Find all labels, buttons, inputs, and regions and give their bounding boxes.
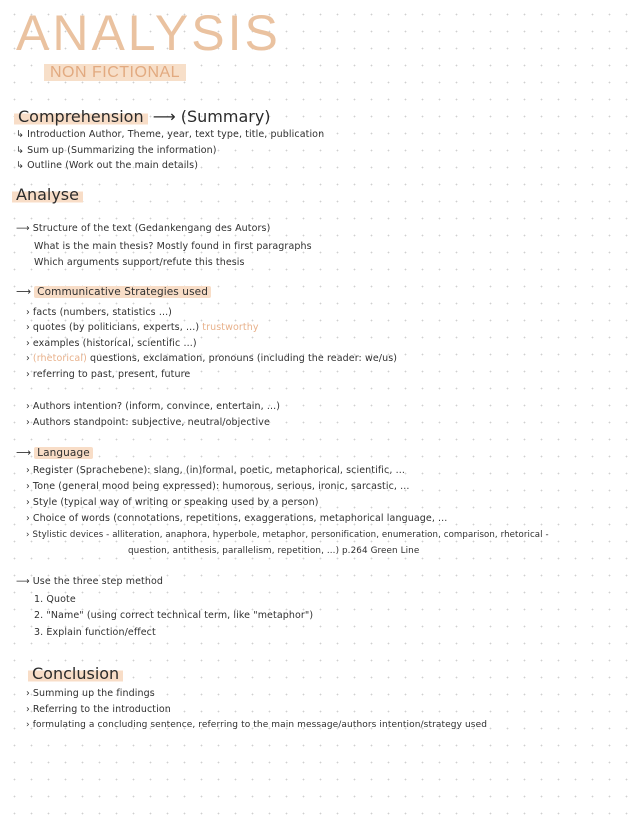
list-item: › Stylistic devices - alliteration, anaphora, hyperbole, metaphor, personification, enumeration, comparison, rhetorical -: [26, 530, 549, 540]
chevron-right-icon: ›: [26, 720, 30, 730]
page-title: ANALYSIS: [16, 5, 281, 61]
comprehension-summary: (Summary): [180, 107, 271, 126]
comprehension-heading-row: [14, 108, 271, 126]
arrow-right-icon: ⟶: [16, 223, 30, 234]
chevron-right-icon: ›: [26, 369, 30, 380]
list-item: 1. Quote: [34, 594, 76, 605]
list-item: › Register (Sprachebene): slang, (in)formal, poetic, metaphorical, scientific, ...: [26, 465, 405, 476]
list-item: › Style (typical way of writing or speaking used by a person): [26, 497, 319, 508]
chevron-right-icon: ›: [26, 307, 30, 318]
rhetorical-note: (rhetorical): [32, 353, 87, 364]
chevron-right-icon: ›: [26, 497, 30, 508]
trustworthy-note: trustworthy: [202, 322, 259, 333]
communicative-title: ⟶ Communicative Strategies used: [16, 286, 211, 299]
chevron-right-icon: ›: [26, 322, 30, 333]
list-item: › (rhetorical) questions, exclamation, pronouns (including the reader: we/us): [26, 353, 398, 364]
chevron-right-icon: ›: [26, 465, 30, 476]
hook-arrow-icon: ↳: [16, 129, 25, 140]
list-item: › facts (numbers, statistics ...): [26, 307, 172, 318]
chevron-right-icon: ›: [26, 353, 30, 364]
arrow-right-icon: ⟶: [152, 107, 176, 126]
list-item: › Referring to the introduction: [26, 704, 171, 715]
method-title: ⟶ Use the three step method: [16, 576, 164, 587]
list-item: › Choice of words (connotations, repetitions, exaggerations, metaphorical language, ...: [26, 513, 448, 524]
structure-line: What is the main thesis? Mostly found in first paragraphs: [34, 241, 312, 252]
chevron-right-icon: ›: [26, 417, 30, 428]
list-item: › Authors intention? (inform, convince, entertain, ...): [26, 401, 281, 412]
structure-title: ⟶ Structure of the text (Gedankengang des Autors): [16, 223, 271, 234]
chevron-right-icon: ›: [26, 481, 30, 492]
list-item: ↳ Sum up (Summarizing the information): [16, 145, 217, 156]
analyse-heading: Analyse: [12, 185, 83, 204]
list-item-continued: question, antithesis, parallelism, repetition, ...) p.264 Green Line: [128, 546, 420, 556]
chevron-right-icon: ›: [26, 704, 30, 715]
arrow-right-icon: ⟶: [16, 576, 30, 587]
chevron-right-icon: ›: [26, 338, 30, 349]
language-title: ⟶ Language: [16, 447, 93, 460]
list-item: › examples (historical, scientific ...): [26, 338, 197, 349]
list-item: › Tone (general mood being expressed): humorous, serious, ironic, sarcastic, ...: [26, 481, 410, 492]
chevron-right-icon: ›: [26, 530, 30, 540]
list-item: › quotes (by politicians, experts, ...) trustworthy: [26, 322, 259, 333]
hook-arrow-icon: ↳: [16, 145, 25, 156]
list-item: ↳ Outline (Work out the main details): [16, 160, 199, 171]
list-item: › Summing up the findings: [26, 688, 155, 699]
chevron-right-icon: ›: [26, 401, 30, 412]
list-item: › formulating a concluding sentence, referring to the main message/authors intention/strategy used: [26, 720, 488, 730]
hook-arrow-icon: ↳: [16, 160, 25, 171]
conclusion-heading: Conclusion: [28, 664, 123, 683]
list-item: › Authors standpoint: subjective, neutral/objective: [26, 417, 270, 428]
chevron-right-icon: ›: [26, 688, 30, 699]
comprehension-heading: Comprehension: [14, 107, 148, 126]
structure-line: Which arguments support/refute this thesis: [34, 257, 245, 268]
list-item: › referring to past, present, future: [26, 369, 191, 380]
analyse-heading-row: [12, 186, 83, 204]
conclusion-heading-row: [28, 665, 123, 683]
list-item: 2. "Name" (using correct technical term, like "metaphor"): [34, 610, 314, 621]
arrow-right-icon: ⟶: [16, 447, 32, 459]
list-item: 3. Explain function/effect: [34, 627, 156, 638]
list-item: ↳ Introduction Author, Theme, year, text type, title, publication: [16, 129, 325, 140]
arrow-right-icon: ⟶: [16, 286, 32, 298]
page-subtitle: NON FICTIONAL: [44, 64, 186, 81]
chevron-right-icon: ›: [26, 513, 30, 524]
